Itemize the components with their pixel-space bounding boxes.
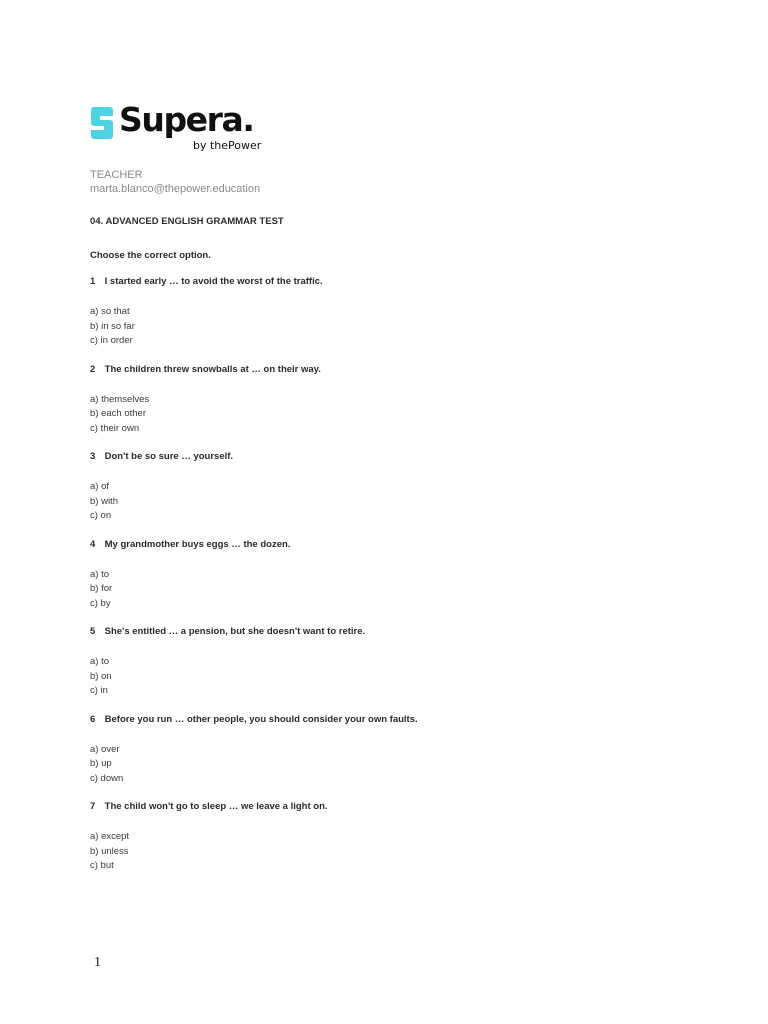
option-list — [90, 480, 118, 524]
question-7 — [90, 801, 730, 889]
supera-logo — [90, 100, 290, 154]
page-number: 1 — [94, 955, 101, 970]
question-number: 3 — [90, 451, 96, 462]
option-a: a) to — [90, 568, 110, 580]
supera-logo-icon — [91, 107, 113, 139]
question-list — [90, 276, 730, 889]
question-prompt: My grandmother buys eggs … the dozen. — [104, 538, 291, 550]
option-list — [90, 830, 129, 874]
option-c: c) by — [90, 597, 111, 609]
option-list — [90, 393, 149, 437]
test-instruction: Choose the correct option. — [90, 250, 211, 261]
option-b: b) unless — [90, 845, 129, 857]
option-a: a) so that — [90, 306, 130, 317]
question-text — [90, 364, 321, 375]
option-c: c) on — [90, 510, 112, 521]
option-b: b) on — [90, 670, 112, 682]
option-a: a) to — [90, 656, 110, 667]
option-a: a) over — [90, 743, 120, 755]
teacher-label: TEACHER — [90, 169, 143, 181]
option-list — [90, 655, 112, 699]
logo-tagline: by thePower — [193, 139, 262, 152]
question-text — [90, 276, 323, 287]
question-1 — [90, 276, 730, 364]
question-6 — [90, 714, 730, 802]
question-text — [90, 714, 418, 725]
option-c: c) in order — [90, 335, 133, 346]
option-c: c) in — [90, 685, 108, 696]
option-list — [90, 305, 135, 349]
option-b: b) in so far — [90, 320, 135, 332]
question-prompt: Before you run … other people, you should consider your own faults. — [104, 713, 418, 725]
question-number: 4 — [90, 538, 96, 550]
question-number: 6 — [90, 713, 96, 725]
option-c: c) down — [90, 772, 124, 784]
question-prompt: She's entitled … a pension, but she doesn't want to retire. — [104, 626, 366, 637]
question-5 — [90, 626, 730, 714]
option-c: c) but — [90, 860, 114, 871]
option-b: b) each other — [90, 408, 146, 419]
question-prompt: The children threw snowballs at … on their way. — [104, 363, 321, 375]
question-number: 2 — [90, 363, 96, 375]
question-number: 7 — [90, 801, 96, 812]
option-c: c) their own — [90, 422, 140, 434]
question-3 — [90, 451, 730, 539]
question-text — [90, 451, 233, 462]
question-number: 1 — [90, 276, 96, 287]
question-2 — [90, 364, 730, 452]
option-a: a) except — [90, 831, 130, 842]
logo-wordmark: Supera. — [119, 100, 254, 139]
question-number: 5 — [90, 626, 96, 637]
question-prompt: The child won't go to sleep … we leave a light on. — [104, 801, 328, 812]
option-list — [90, 568, 112, 612]
option-a: a) themselves — [90, 393, 150, 405]
option-a: a) of — [90, 481, 110, 492]
test-title: 04. ADVANCED ENGLISH GRAMMAR TEST — [90, 216, 284, 227]
question-prompt: Don't be so sure … yourself. — [104, 451, 234, 462]
option-b: b) up — [90, 758, 112, 769]
option-b: b) for — [90, 583, 113, 594]
option-b: b) with — [90, 495, 118, 507]
question-4 — [90, 539, 730, 627]
option-list — [90, 743, 123, 787]
question-prompt: I started early … to avoid the worst of the traffic. — [104, 276, 323, 287]
question-text — [90, 539, 290, 550]
question-text — [90, 626, 365, 637]
question-text — [90, 801, 328, 812]
teacher-email: marta.blanco@thepower.education — [90, 183, 261, 195]
